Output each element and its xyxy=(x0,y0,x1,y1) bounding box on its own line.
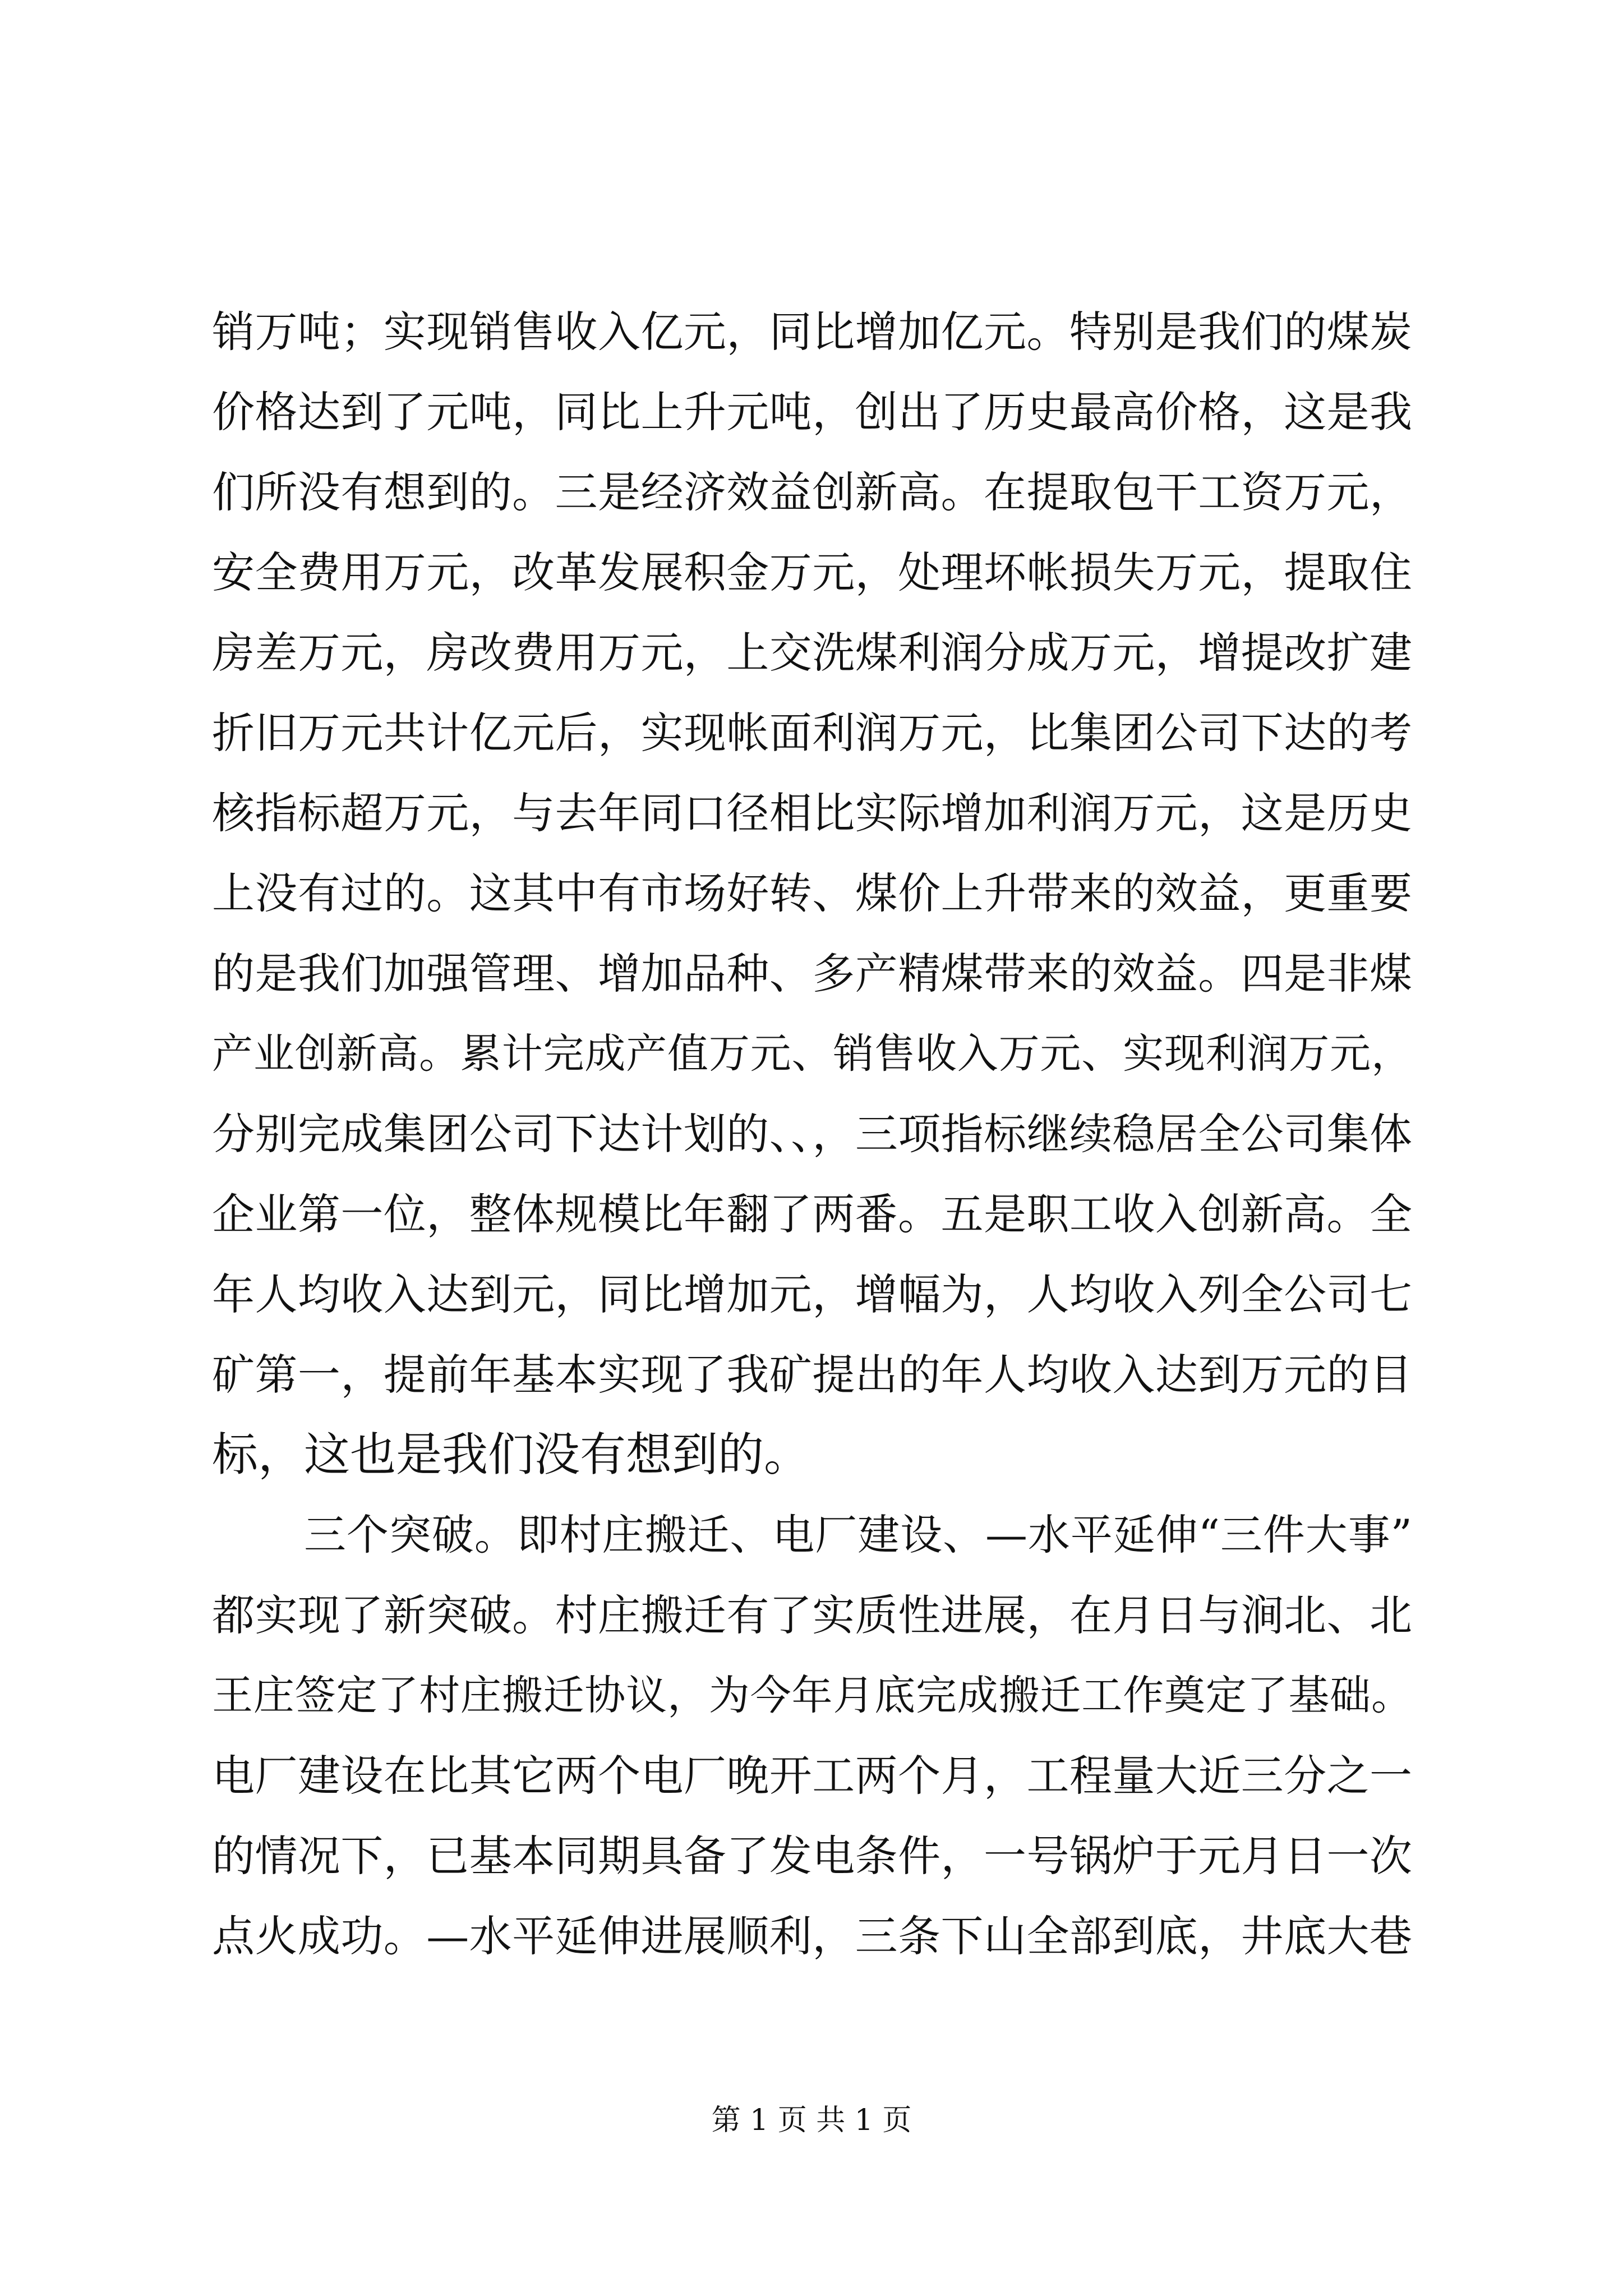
text-line: 分别完成集团公司下达计划的、、，三项指标继续稳居全公司集体 xyxy=(212,1109,1412,1159)
text-line: 的是我们加强管理、增加品种、多产精煤带来的效益。四是非煤 xyxy=(212,949,1412,999)
text-line: 三个突破。即村庄搬迁、电厂建设、—水平延伸“三件大事” xyxy=(304,1510,1412,1559)
page-footer xyxy=(0,2101,1623,2140)
text-line: 房差万元，房改费用万元，上交洗煤利润分成万元，增提改扩建 xyxy=(212,628,1412,678)
body-text xyxy=(212,292,1412,1976)
text-line: 价格达到了元吨，同比上升元吨，创出了历史最高价格，这是我 xyxy=(212,387,1412,437)
text-line: 安全费用万元，改革发展积金万元，处理坏帐损失万元，提取住 xyxy=(212,547,1412,597)
text-line: 销万吨；实现销售收入亿元，同比增加亿元。特别是我们的煤炭 xyxy=(212,307,1412,357)
text-line: 核指标超万元，与去年同口径相比实际增加利润万元，这是历史 xyxy=(212,788,1412,838)
text-line: 年人均收入达到元，同比增加元，增幅为，人均收入列全公司七 xyxy=(212,1269,1412,1319)
text-line: 标，这也是我们没有想到的。 xyxy=(212,1428,810,1481)
text-line: 们所没有想到的。三是经济效益创新高。在提取包干工资万元， xyxy=(212,467,1412,517)
text-line: 矿第一，提前年基本实现了我矿提出的年人均收入达到万元的目 xyxy=(212,1350,1412,1400)
text-line: 企业第一位，整体规模比年翻了两番。五是职工收入创新高。全 xyxy=(212,1189,1412,1239)
text-line: 王庄签定了村庄搬迁协议，为今年月底完成搬迁工作奠定了基础。 xyxy=(212,1672,1412,1719)
page-number-label: 第 1 页 共 1 页 xyxy=(711,2104,912,2137)
text-line: 产业创新高。累计完成产值万元、销售收入万元、实现利润万元， xyxy=(212,1030,1412,1078)
text-line: 的情况下，已基本同期具备了发电条件，一号锅炉于元月日一次 xyxy=(212,1831,1412,1881)
text-line: 点火成功。—水平延伸进展顺利，三条下山全部到底，井底大巷 xyxy=(212,1911,1412,1961)
text-line: 电厂建设在比其它两个电厂晚开工两个月，工程量大近三分之一 xyxy=(212,1751,1412,1801)
text-line: 折旧万元共计亿元后，实现帐面利润万元，比集团公司下达的考 xyxy=(212,708,1412,758)
text-line: 都实现了新突破。村庄搬迁有了实质性进展，在月日与涧北、北 xyxy=(212,1590,1412,1640)
text-line: 上没有过的。这其中有市场好转、煤价上升带来的效益，更重要 xyxy=(212,868,1412,918)
